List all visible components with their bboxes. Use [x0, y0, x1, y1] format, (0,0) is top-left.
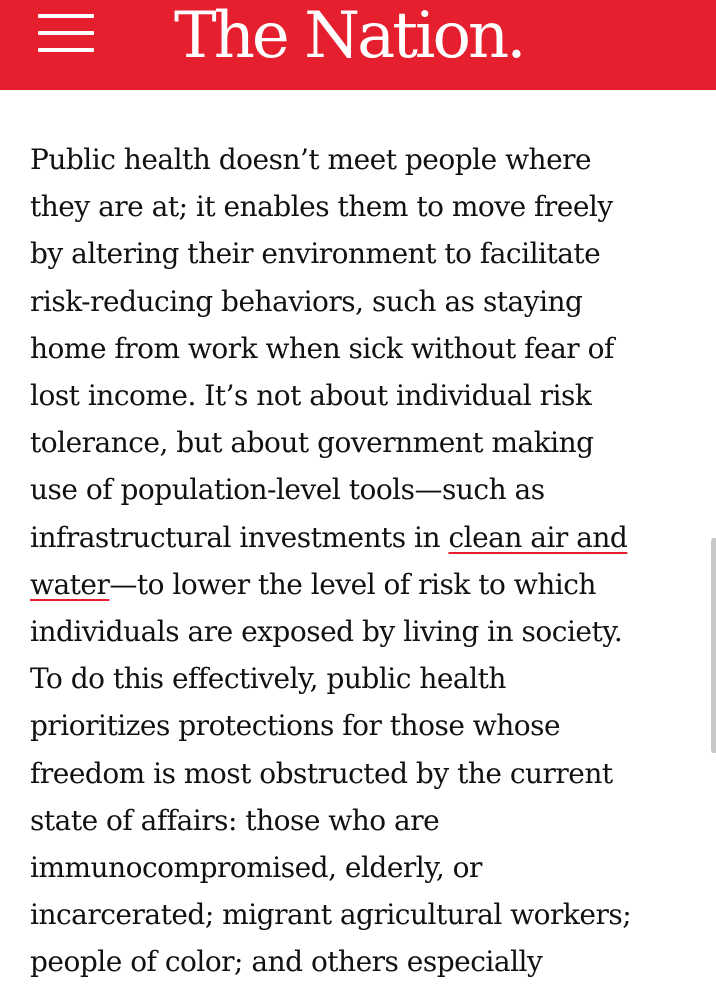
article-line: people of color; and others especially: [30, 945, 543, 979]
article-line: use of population-level tools—such as: [30, 473, 545, 507]
scrollbar[interactable]: [711, 538, 716, 753]
article-line: individuals are exposed by living in society.: [30, 615, 623, 649]
article-line: lost income. It’s not about individual risk: [30, 379, 592, 413]
article-line: tolerance, but about government making: [30, 426, 594, 460]
article-line: immunocompromised, elderly, or: [30, 851, 482, 885]
article-line: Public health doesn’t meet people where: [30, 143, 592, 176]
article-text: infrastructural investments in: [30, 520, 449, 554]
article-line: freedom is most obstructed by the current: [30, 756, 613, 790]
article-line: incarcerated; migrant agricultural workers;: [30, 898, 632, 932]
menu-bar-bottom: [38, 48, 94, 52]
article-line: To do this effectively, public health: [30, 662, 506, 696]
menu-bar-middle: [38, 31, 94, 35]
article-text: —to lower the level of risk to which: [109, 567, 596, 601]
article-line-with-link: [30, 561, 690, 608]
article-line: risk-reducing behaviors, such as staying: [30, 284, 583, 318]
article-body: [30, 136, 690, 986]
article-line: state of affairs: those who are: [30, 803, 440, 837]
clean-air-and-water-link[interactable]: clean air and: [448, 520, 628, 554]
article-line: prioritizes protections for those whose: [30, 709, 561, 743]
article-line: home from work when sick without fear of: [30, 331, 614, 365]
article-line-with-link: [30, 514, 690, 561]
site-header: [0, 0, 716, 90]
hamburger-menu-icon[interactable]: [36, 10, 96, 56]
article-line: they are at; it enables them to move freely: [30, 190, 613, 224]
menu-bar-top: [38, 14, 94, 18]
article-line: by altering their environment to facilitate: [30, 237, 601, 271]
clean-air-and-water-link-continued[interactable]: water: [30, 567, 110, 601]
site-logo[interactable]: The Nation.: [174, 0, 524, 73]
